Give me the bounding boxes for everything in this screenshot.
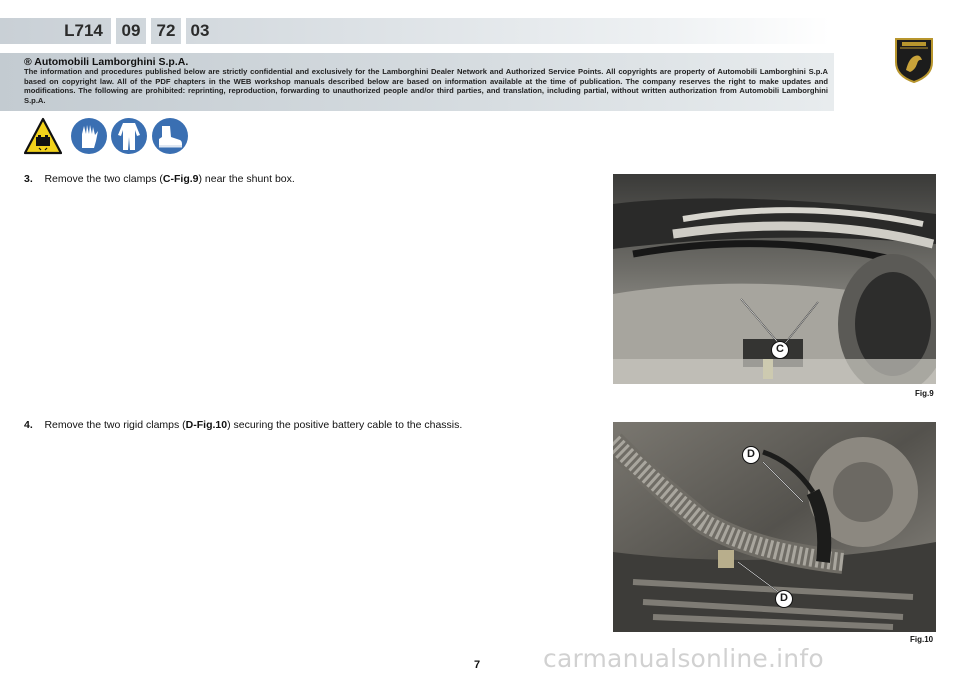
step-text: ) near the shunt box. bbox=[198, 173, 295, 185]
step-4: 4. Remove the two rigid clamps (D-Fig.10) securing the positive battery cable to the chassis. bbox=[24, 419, 463, 431]
step-number: 4 bbox=[24, 419, 30, 431]
watermark: carmanualsonline.info bbox=[543, 644, 824, 673]
notice-title: ® Automobili Lamborghini S.p.A. bbox=[24, 56, 189, 68]
notice-text: The information and procedures published below are strictly confidential and exclusively for the Lamborghini Dealer Network and Authorized Service Points. All copyrights are property of Automobili Lamborghini S.p.A based on copyright law. All of the PDF chapters in the WEB workshop manuals described below are based on information available at the time of publication. The company reserves the right to make updates and modifications. The following are prohibited: reprinting, reproduction, forwarding to unauthorized people and/or third parties, and translation, including partial, without written authorization from Automobili Lamborghini S.p.A. bbox=[24, 67, 828, 105]
figure-9-label: Fig.9 bbox=[915, 389, 934, 398]
figure-10-label: Fig.10 bbox=[910, 635, 934, 644]
doc-code-group: 09 bbox=[121, 21, 141, 40]
step-text: Remove the two rigid clamps ( bbox=[44, 419, 186, 431]
doc-code-section: 03 bbox=[190, 21, 210, 40]
doc-code-subgroup: 72 bbox=[156, 21, 176, 40]
step-text: Remove the two clamps ( bbox=[44, 173, 163, 185]
step-text: ) securing the positive battery cable to the chassis. bbox=[227, 419, 463, 431]
page-number: 7 bbox=[474, 659, 481, 671]
battery-warning-icon bbox=[24, 117, 62, 155]
figure-ref: D-Fig.10 bbox=[185, 419, 228, 431]
callout-d-lower: D bbox=[775, 590, 793, 608]
callout-d-upper: D bbox=[742, 446, 760, 464]
figure-ref: C-Fig.9 bbox=[162, 173, 199, 185]
overalls-icon bbox=[110, 117, 148, 155]
callout-c: C bbox=[771, 341, 789, 359]
step-number: 3 bbox=[24, 173, 30, 185]
gloves-icon bbox=[70, 117, 108, 155]
doc-code-model: L714 bbox=[64, 21, 103, 40]
safety-shoes-icon bbox=[151, 117, 189, 155]
step-3: 3. Remove the two clamps (C-Fig.9) near the shunt box. bbox=[24, 173, 295, 185]
lamborghini-logo bbox=[893, 36, 935, 84]
